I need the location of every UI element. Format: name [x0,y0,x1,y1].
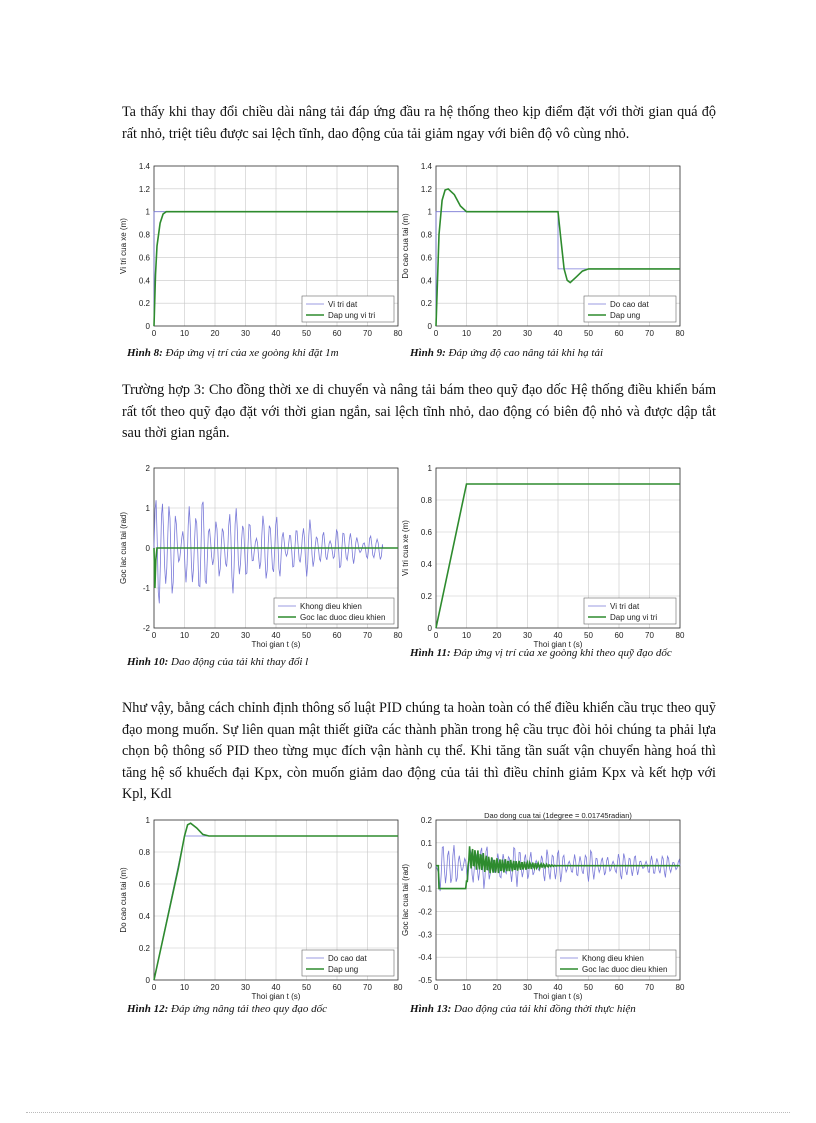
x-tick-label: 0 [433,983,439,992]
x-tick-label: 60 [614,983,624,992]
x-tick-label: 50 [302,329,311,338]
legend-label: Khong dieu khien [300,602,362,611]
x-tick-label: 40 [271,983,281,992]
figure-9-label: Hình 9: [410,347,446,359]
y-tick-label: -0.2 [418,907,432,917]
y-tick-label: 1 [145,816,150,825]
figure-13-chart [400,811,690,1001]
x-tick-label: 60 [332,631,342,640]
x-tick-label: 0 [151,631,157,640]
figure-10-text: Dao động của tải khi thay đổi l [171,656,309,668]
x-tick-label: 80 [393,631,403,640]
legend-label: Vi tri dat [610,602,640,611]
x-tick-label: 30 [241,983,250,992]
legend-label: Do cao dat [610,300,649,309]
legend-label: Dap ung [328,965,359,974]
y-tick-label: 0 [427,322,432,331]
y-tick-label: 0.4 [420,560,432,569]
y-tick-label: 0.2 [138,299,150,309]
x-tick-label: 20 [492,631,502,640]
x-tick-label: 20 [210,329,220,338]
figure-11-label: Hình 11: [410,647,451,659]
x-tick-label: 60 [332,983,342,992]
y-tick-label: 1.2 [138,184,150,194]
y-tick-label: -0.1 [418,884,432,894]
y-tick-label: 0 [427,861,432,871]
figure-11-chart [400,460,690,649]
x-tick-label: 50 [584,983,593,992]
x-tick-label: 40 [553,631,563,640]
figure-12-chart [118,812,408,1001]
x-tick-label: 80 [393,983,403,992]
x-tick-label: 80 [675,631,685,640]
x-axis-label: Thoi gian t (s) [251,992,301,1001]
x-tick-label: 30 [241,329,250,338]
figure-9-caption [410,347,700,360]
y-tick-label: 1.4 [420,162,432,171]
y-tick-label: -1 [142,584,150,593]
paragraph-2: Trường hợp 3: Cho đồng thời xe di chuyển và nâng tải bám theo quỹ đạo dốc Hệ thống điều khiển bám rất tốt theo quỹ đạo đặt với thời gian ngắn, sai lệch tĩnh nhỏ, dao động có biên độ nhỏ và được dập tắt sau thời gian ngắn. [122,382,716,441]
x-tick-label: 10 [462,983,471,992]
x-tick-label: 70 [363,983,372,992]
x-tick-label: 30 [523,329,532,338]
y-tick-label: 0 [145,976,150,985]
y-tick-label: 1 [145,207,150,217]
x-tick-label: 20 [492,983,502,992]
figure-8-text: Đáp ứng vị trí của xe goòng khi đặt 1m [165,347,339,359]
y-tick-label: 0.2 [138,944,150,953]
x-tick-label: 0 [151,329,157,338]
x-tick-label: 70 [645,631,654,640]
y-axis-label: Do cao cua tai (m) [401,213,410,279]
x-tick-label: 70 [645,329,654,338]
x-tick-label: 50 [302,983,311,992]
figure-13-caption [410,1003,700,1016]
y-tick-label: 0.8 [138,848,150,857]
figure-11-text: Đáp ứng vị trí của xe goòng khi theo quỹ đạo dốc [453,647,672,659]
x-axis-label: Thoi gian t (s) [533,640,583,649]
x-tick-label: 80 [393,329,403,338]
x-tick-label: 40 [553,329,563,338]
legend-label: Vi tri dat [328,300,358,309]
page-bottom-border [26,1112,790,1113]
x-tick-label: 10 [462,631,471,640]
x-tick-label: 80 [675,329,685,338]
figure-12-caption [127,1003,397,1016]
y-tick-label: 1 [145,504,150,513]
legend-label: Dap ung [610,311,641,320]
x-tick-label: 40 [271,631,281,640]
y-axis-label: Goc lac cua tai (rad) [119,511,128,585]
y-tick-label: 1.4 [138,162,150,171]
x-tick-label: 40 [271,329,281,338]
y-tick-label: 0.6 [420,528,432,537]
x-tick-label: 70 [363,631,372,640]
y-tick-label: 1 [427,464,432,473]
x-tick-label: 0 [151,983,157,992]
x-tick-label: 30 [241,631,250,640]
y-tick-label: -2 [142,624,150,633]
figure-10-chart [118,460,408,649]
x-tick-label: 10 [180,983,189,992]
legend-label: Khong dieu khien [582,954,644,963]
x-tick-label: 20 [492,329,502,338]
x-tick-label: 10 [180,329,189,338]
x-tick-label: 0 [433,329,439,338]
y-axis-label: Vi tri cua xe (m) [401,520,410,576]
y-axis-label: Vi tri cua xe (m) [119,218,128,274]
x-tick-label: 50 [302,631,311,640]
x-tick-label: 10 [180,631,189,640]
y-tick-label: 2 [145,464,150,473]
x-tick-label: 60 [614,631,624,640]
x-tick-label: 60 [332,329,342,338]
figure-8-caption [127,347,397,360]
x-tick-label: 30 [523,983,532,992]
legend-label: Goc lac duoc dieu khien [582,965,668,974]
paragraph-3: Như vậy, bằng cách chỉnh định thông số luật PID chúng ta hoàn toàn có thể điều khiển cầu trục theo quỹ đạo mong muốn. Sự liên quan mật thiết giữa các thành phần trong hệ cầu trục đòi hỏi chúng ta phải lựa chọn bộ thông số PID theo từng mục đích vận hành cụ thể. Khi tăng tần suất vận chuyển hàng hoá thì tăng hệ số khuếch đại Kpx, còn muốn giảm dao động của tải thì điều chỉnh giảm Kpx và kết hợp với Kpl, Kdl [122,700,716,802]
figure-11-caption [410,647,700,660]
paragraph-1: Ta thấy khi thay đổi chiều dài nâng tải đáp ứng đầu ra hệ thống theo kịp điểm đặt với thời gian quá độ rất nhỏ, triệt tiêu được sai lệch tĩnh, dao động của tải giảm ngay với biên độ vô cùng nhỏ. [122,104,716,142]
x-tick-label: 60 [614,329,624,338]
figure-10-label: Hình 10: [127,656,169,668]
chart-title: Dao dong cua tai (1degree = 0.01745radian) [484,811,632,820]
figure-9-chart [400,158,690,343]
y-tick-label: 0.6 [420,253,432,263]
y-tick-label: 0.4 [138,912,150,921]
y-tick-label: 0.4 [420,276,432,286]
x-tick-label: 70 [645,983,654,992]
y-tick-label: 0 [145,544,150,553]
y-tick-label: 0.8 [420,496,432,505]
legend-label: Dap ung vi tri [610,613,658,622]
y-tick-label: 1 [427,207,432,217]
figure-8-label: Hình 8: [127,347,163,359]
y-tick-label: 0 [145,322,150,331]
x-tick-label: 70 [363,329,372,338]
y-axis-label: Goc lac cua tai (rad) [401,863,410,937]
figure-12-text: Đáp ứng nâng tải theo quy đạo dốc [171,1003,328,1015]
y-tick-label: 0.6 [138,253,150,263]
y-tick-label: 0.4 [138,276,150,286]
y-tick-label: -0.4 [418,953,432,963]
figure-12-label: Hình 12: [127,1003,169,1015]
y-tick-label: 0.6 [138,880,150,889]
x-tick-label: 10 [462,329,471,338]
x-tick-label: 0 [433,631,439,640]
figure-13-label: Hình 13: [410,1003,452,1015]
y-tick-label: -0.3 [418,930,432,940]
x-axis-label: Thoi gian t (s) [251,640,301,649]
legend-label: Dap ung vi tri [328,311,376,320]
y-tick-label: -0.5 [418,976,432,985]
y-tick-label: 0.1 [420,838,432,848]
x-tick-label: 40 [553,983,563,992]
y-tick-label: 0.2 [420,299,432,309]
y-axis-label: Do cao cua tai (m) [119,867,128,933]
y-tick-label: 1.2 [420,184,432,194]
x-tick-label: 30 [523,631,532,640]
y-tick-label: 0.8 [138,230,150,240]
figure-8-chart [118,158,408,343]
legend-label: Goc lac duoc dieu khien [300,613,386,622]
x-axis-label: Thoi gian t (s) [533,992,583,1001]
x-tick-label: 20 [210,631,220,640]
x-tick-label: 50 [584,631,593,640]
x-tick-label: 80 [675,983,685,992]
y-tick-label: 0.8 [420,230,432,240]
figure-9-text: Đáp ứng độ cao nâng tải khi hạ tải [448,347,604,359]
y-tick-label: 0 [427,624,432,633]
y-tick-label: 0.2 [420,592,432,601]
legend-label: Do cao dat [328,954,367,963]
x-tick-label: 20 [210,983,220,992]
y-tick-label: 0.2 [420,816,432,825]
x-tick-label: 50 [584,329,593,338]
figure-13-text: Dao động của tải khi đồng thời thực hiện [454,1003,636,1015]
figure-10-caption [127,656,397,669]
